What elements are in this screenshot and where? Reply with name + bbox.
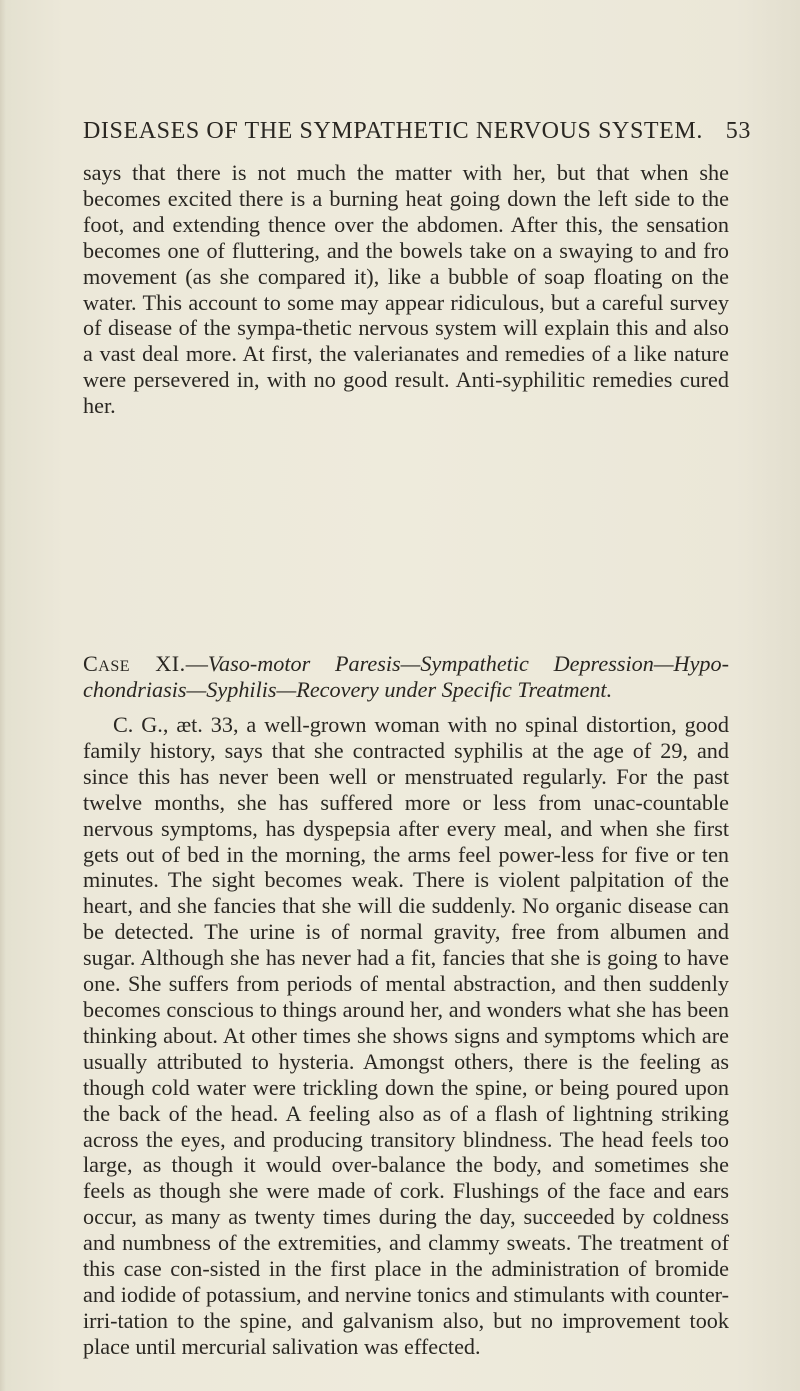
page-fold-shadow	[0, 0, 6, 1391]
case-label: Case XI.	[83, 651, 186, 676]
opening-paragraph: says that there is not much the matter with her, but that when she becomes excited there is a burning heat going down the left side to the foot, and extending thence over the abdomen. After this, the sensation becomes one of fluttering, and the bowels take on a swaying to and fro movement (as she compared it), like a bubble of soap floating on the water. This account to some may appear ridiculous, but a careful survey of disease of the sympa-thetic nervous system will explain this and also a vast deal more. At first, the valerianates and remedies of a like nature were persevered in, with no good result. Anti-syphilitic remedies cured her.	[83, 160, 729, 419]
case-heading-dash: —	[185, 651, 208, 676]
running-title: DISEASES OF THE SYMPATHETIC NERVOUS SYSTEM.	[83, 118, 703, 144]
running-header	[83, 118, 751, 145]
case-body-paragraph: C. G., æt. 33, a well-grown woman with no spinal distortion, good family history, says that she contracted syphilis at the age of 29, and since this has never been well or menstruated regularly. For the past twelve months, she has suffered more or less from unac-countable nervous symptoms, has dyspepsia after every meal, and when she first gets out of bed in the morning, the arms feel power-less for five or ten minutes. The sight becomes weak. There is violent palpitation of the heart, and she fancies that she will die suddenly. No organic disease can be detected. The urine is of normal gravity, free from albumen and sugar. Although she has never had a fit, fancies that she is going to have one. She suffers from periods of mental abstraction, and then suddenly becomes conscious to things around her, and wonders what she has been thinking about. At other times she shows signs and symptoms which are usually attributed to hysteria. Amongst others, there is the feeling as though cold water were trickling down the spine, or being poured upon the back of the head. A feeling also as of a flash of lightning striking across the eyes, and producing transitory blindness. The head feels too large, as though it would over-balance the body, and sometimes she feels as though she were made of cork. Flushings of the face and ears occur, as many as twenty times during the day, succeeded by coldness and numbness of the extremities, and clammy sweats. The treatment of this case con-sisted in the first place in the administration of bromide and iodide of potassium, and nervine tonics and stimulants with counter-irri-tation to the spine, and galvanism also, but no improvement took place until mercurial salivation was effected.	[83, 712, 729, 1359]
case-heading	[83, 651, 729, 703]
case-title: Vaso-motor Paresis—Sympathetic Depression—Hypo-chondriasis—Syphilis—Recovery under Specific Treatment.	[83, 651, 729, 702]
page-number: 53	[725, 118, 751, 144]
